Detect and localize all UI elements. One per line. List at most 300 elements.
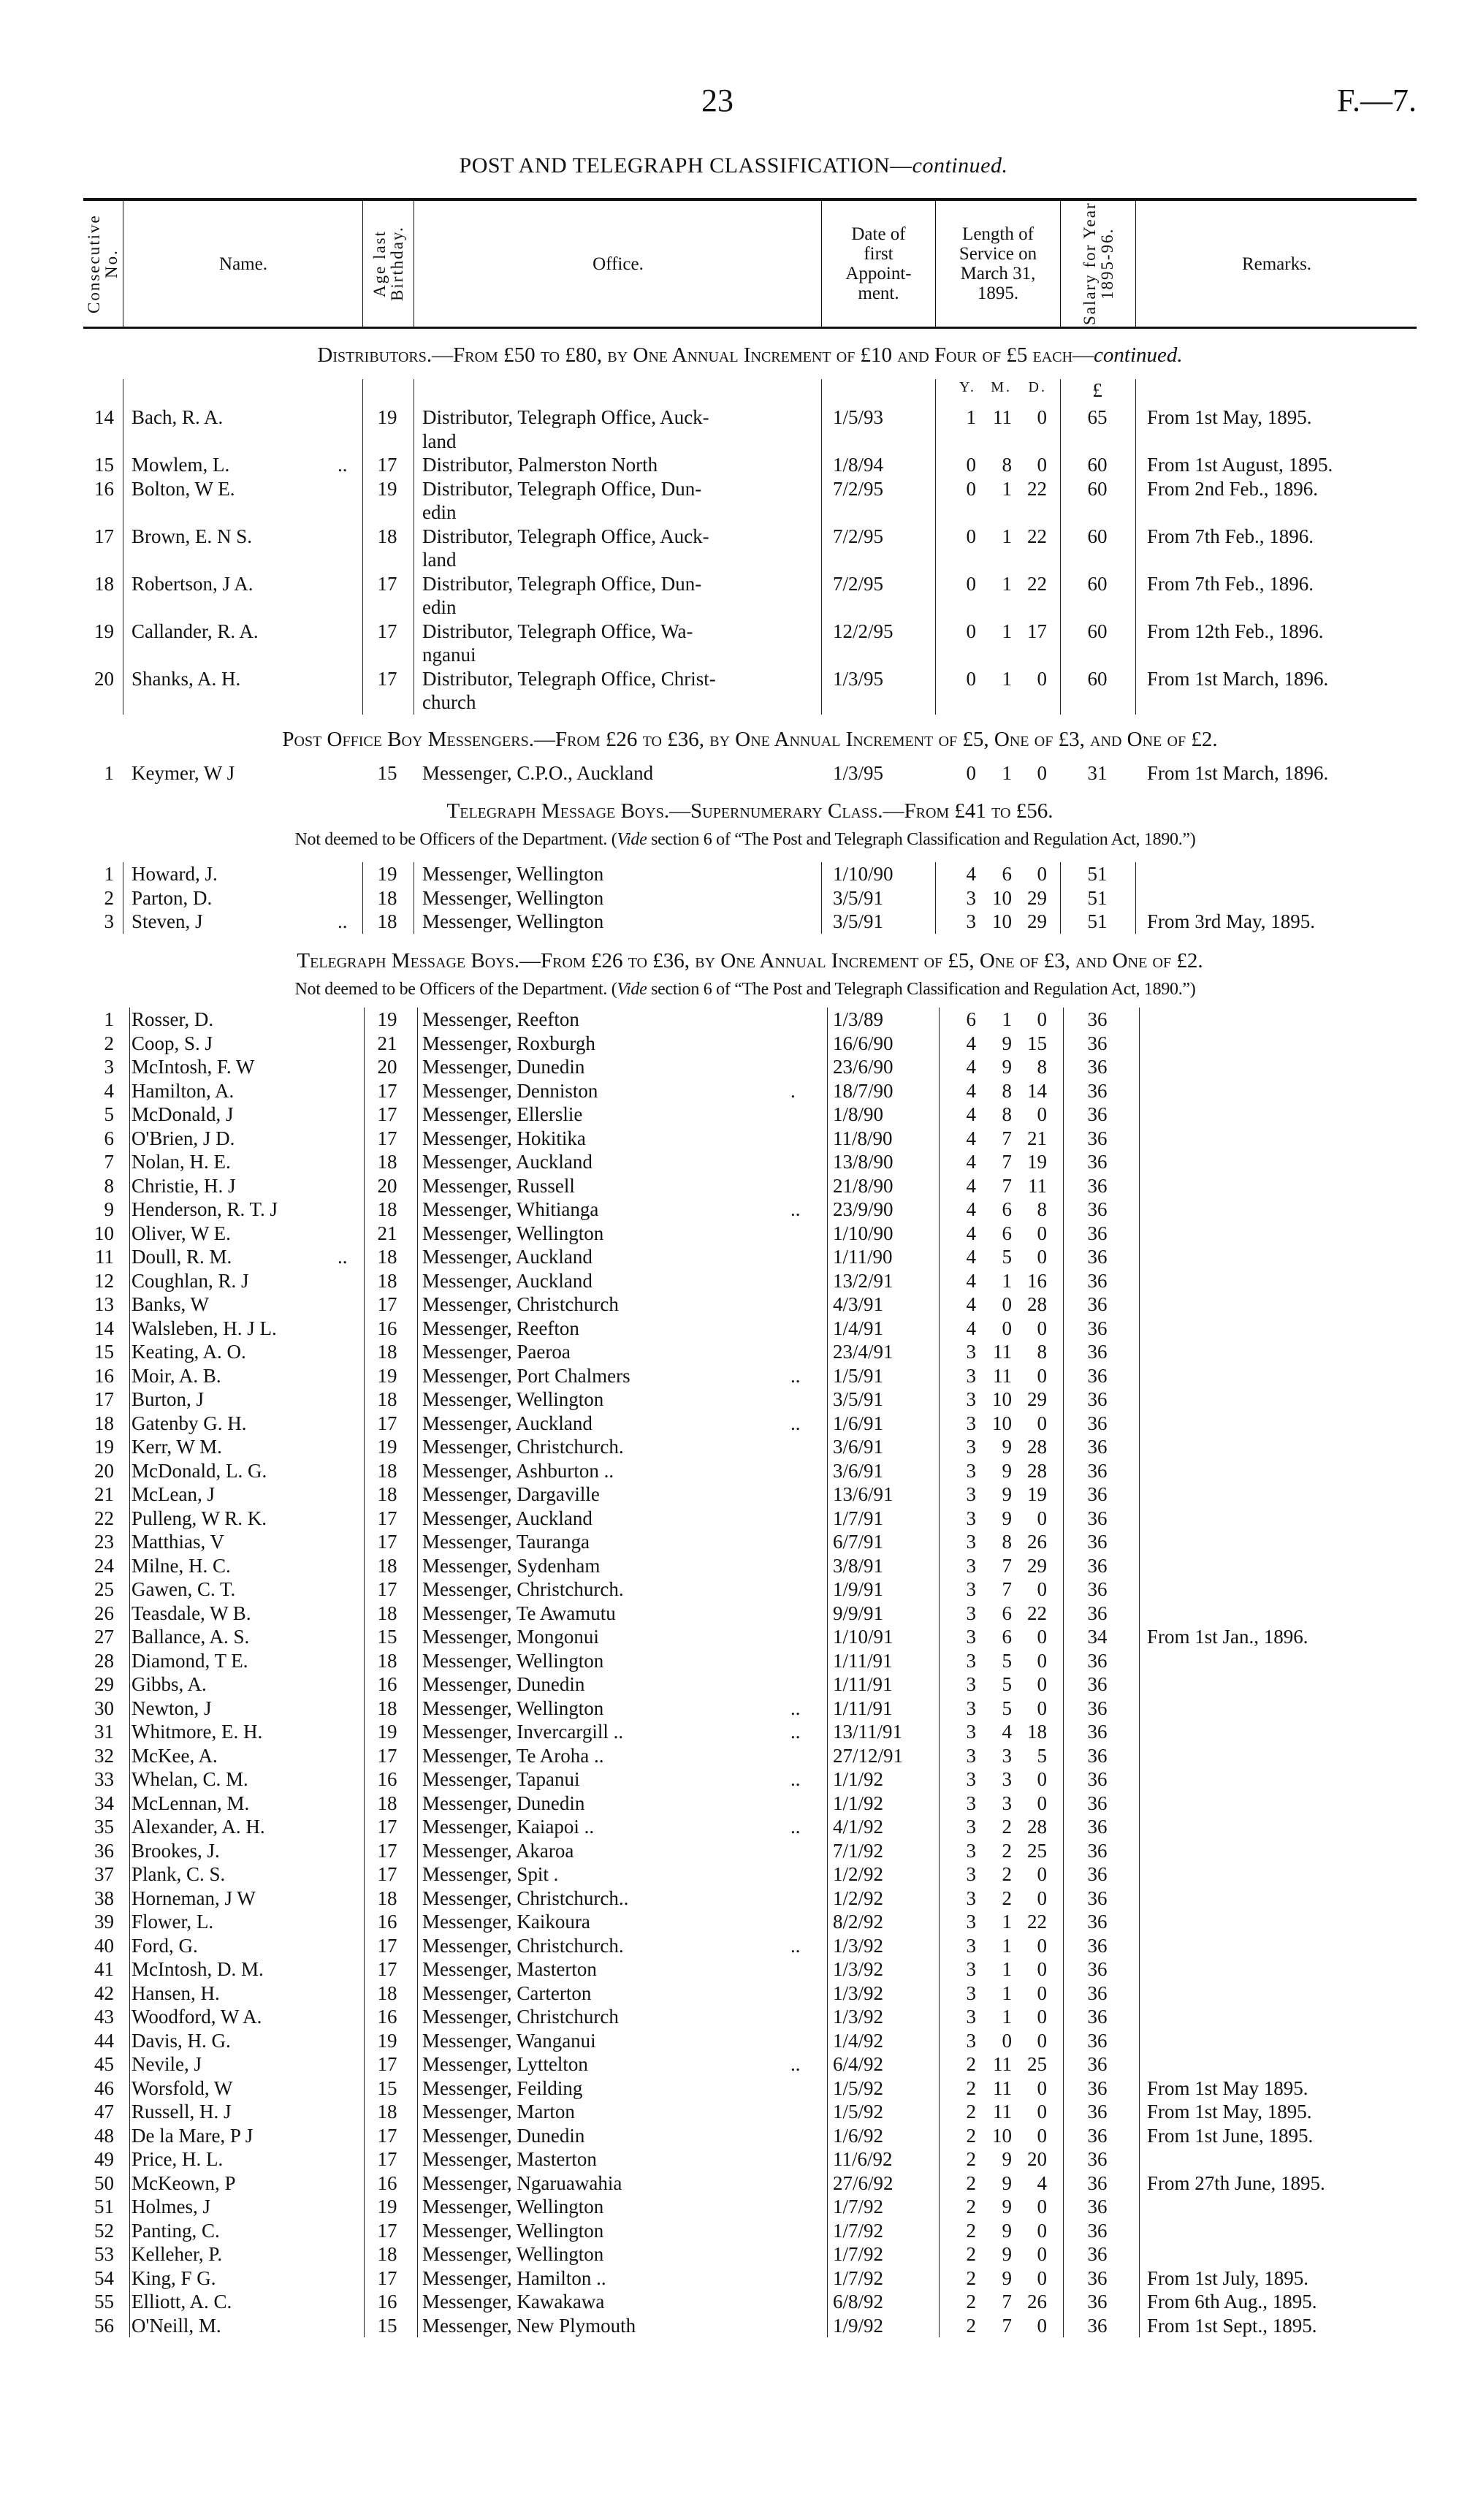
row-office: Messenger, Tauranga (422, 1531, 590, 1553)
row-date: 6/8/92 (833, 2291, 884, 2312)
row-service-days: 8 (1037, 1198, 1047, 1220)
row-service-days: 28 (1027, 1459, 1047, 1482)
column-header-name: Name. (123, 201, 363, 327)
row-age: 17 (377, 1507, 397, 1529)
unit-label: Y. (959, 379, 976, 395)
row-age: 17 (377, 667, 397, 690)
row-service-months: 4 (1002, 1721, 1012, 1743)
row-age: 18 (377, 1269, 397, 1292)
table-row (0, 1032, 1467, 1056)
row-office: Messenger, Kaiapoi .. (422, 1816, 595, 1838)
table-row (0, 667, 1467, 715)
table-row (0, 2147, 1467, 2171)
row-number: 51 (94, 2196, 114, 2218)
row-remarks: From 27th June, 1895. (1147, 2171, 1325, 2194)
row-service-years: 0 (966, 525, 976, 547)
row-service-days: 0 (1037, 1412, 1047, 1434)
row-date: 1/1/92 (833, 1792, 884, 1814)
row-name: Keating, A. O. (132, 1341, 246, 1363)
row-name: McKeown, P (132, 2171, 236, 2194)
row-date: 23/6/90 (833, 1056, 893, 1078)
row-number: 36 (94, 1839, 114, 1862)
row-name: Matthias, V (132, 1531, 224, 1553)
table-row (0, 1103, 1467, 1127)
row-service-months: 6 (1002, 863, 1012, 885)
row-service-years: 3 (966, 1341, 976, 1363)
row-service-years: 2 (966, 2076, 976, 2099)
row-service-months: 1 (1002, 1982, 1012, 2004)
row-number: 54 (94, 2266, 114, 2289)
row-service-years: 3 (966, 1982, 976, 2004)
row-office: Messenger, Kawakawa (422, 2291, 605, 2312)
row-salary: 36 (1087, 1103, 1108, 1125)
row-date: 1/5/92 (833, 2101, 884, 2123)
row-salary: 36 (1087, 1436, 1108, 1458)
row-number: 23 (94, 1531, 114, 1553)
row-age: 17 (377, 1863, 397, 1885)
row-office: Messenger, Dunedin (422, 1673, 585, 1695)
row-service-years: 0 (966, 572, 976, 595)
row-service-days: 0 (1037, 2101, 1047, 2123)
row-date: 1/3/92 (833, 1982, 884, 2004)
row-number: 1 (104, 762, 114, 784)
row-service-days: 19 (1027, 1483, 1047, 1505)
row-date: 1/9/92 (833, 2314, 884, 2337)
row-salary: 36 (1087, 2124, 1108, 2147)
row-date: 8/2/92 (833, 1911, 884, 1933)
row-number: 40 (94, 1934, 114, 1957)
section-heading-text: —From £50 to £80, by One Annual Increment of £10 and Four of £5 each— (432, 343, 1094, 367)
table-row (0, 1079, 1467, 1103)
column-rule (364, 1008, 365, 2337)
column-header-office: Office. (414, 201, 822, 327)
row-service-years: 2 (966, 2148, 976, 2170)
note-vide: Vide (617, 830, 647, 849)
row-age: 19 (377, 2029, 397, 2052)
row-age: 18 (377, 1151, 397, 1173)
row-service-months: 1 (1002, 2006, 1012, 2028)
row-service-months: 0 (1002, 1293, 1012, 1315)
row-office: Messenger, Lyttelton (422, 2053, 588, 2075)
row-age: 20 (377, 1056, 397, 1078)
row-remarks: From 1st March, 1896. (1147, 762, 1329, 784)
row-salary: 36 (1087, 2006, 1108, 2028)
row-service-years: 3 (966, 1768, 976, 1790)
row-service-years: 3 (966, 886, 976, 909)
row-office: Messenger, Paeroa (422, 1341, 571, 1363)
row-name: Hamilton, A. (132, 1079, 235, 1102)
row-number: 29 (94, 1673, 114, 1695)
name-leader-dots: .. (338, 910, 348, 932)
row-office: Messenger, Christchurch. (422, 1934, 624, 1957)
row-office: Messenger, Wellington (422, 886, 604, 909)
note-text: Not deemed to be Officers of the Department. ( (294, 830, 617, 849)
row-service-days: 0 (1037, 2006, 1047, 2028)
row-number: 18 (94, 572, 114, 595)
row-service-months: 3 (1002, 1768, 1012, 1790)
row-office: Messenger, Ngaruawahia (422, 2171, 622, 2194)
name-leader-dots: .. (338, 1246, 348, 1268)
table-row (0, 1982, 1467, 2006)
section-heading-text: —From £41 to £56. (883, 799, 1053, 823)
table-row (0, 406, 1467, 453)
row-service-months: 10 (992, 910, 1012, 932)
row-number: 52 (94, 2219, 114, 2242)
row-number: 20 (94, 667, 114, 690)
row-salary: 65 (1087, 406, 1108, 428)
row-remarks: From 1st May, 1895. (1147, 406, 1312, 428)
row-date: 13/11/91 (833, 1721, 903, 1743)
column-rule (1135, 379, 1136, 715)
row-name: Davis, H. G. (132, 2029, 231, 2052)
row-salary: 36 (1087, 1839, 1108, 1862)
row-date: 1/3/89 (833, 1008, 884, 1030)
row-service-months: 1 (1002, 1958, 1012, 1980)
row-service-days: 0 (1037, 406, 1047, 428)
table-row (0, 1649, 1467, 1673)
title-italic: continued. (912, 153, 1008, 178)
row-date: 7/2/95 (833, 525, 884, 547)
row-salary: 36 (1087, 1341, 1108, 1363)
row-date: 6/4/92 (833, 2053, 884, 2075)
row-service-days: 0 (1037, 2076, 1047, 2099)
row-service-months: 6 (1002, 1198, 1012, 1220)
row-service-months: 1 (1002, 667, 1012, 690)
row-date: 1/4/91 (833, 1317, 884, 1339)
row-name: Keymer, W J (132, 762, 235, 784)
row-office: Messenger, Russell (422, 1174, 575, 1197)
office-leader-dots: .. (790, 1697, 801, 1719)
row-office: Messenger, Te Aroha .. (422, 1744, 604, 1767)
table-row (0, 620, 1467, 667)
row-salary: 31 (1087, 762, 1108, 784)
row-date: 12/2/95 (833, 620, 893, 642)
row-name: Ballance, A. S. (132, 1626, 250, 1648)
row-number: 26 (94, 1602, 114, 1624)
row-service-months: 11 (993, 2076, 1012, 2099)
table-row (0, 1317, 1467, 1341)
row-salary: 36 (1087, 1697, 1108, 1719)
row-date: 7/1/92 (833, 1839, 884, 1862)
row-number: 42 (94, 1982, 114, 2004)
section-rows-distributors (0, 406, 1467, 715)
row-service-days: 0 (1037, 2029, 1047, 2052)
row-age: 16 (377, 1768, 397, 1790)
row-age: 17 (377, 1816, 397, 1838)
row-name: Diamond, T E. (132, 1649, 248, 1672)
column-rule (935, 862, 936, 934)
row-salary: 36 (1087, 1222, 1108, 1244)
table-row (0, 1245, 1467, 1269)
row-service-days: 0 (1037, 454, 1047, 476)
row-age: 15 (377, 2314, 397, 2337)
row-number: 1 (104, 1008, 114, 1030)
row-office: Messenger, Kaikoura (422, 1911, 590, 1933)
row-service-years: 3 (966, 910, 976, 932)
row-service-days: 0 (1037, 1768, 1047, 1790)
row-date: 1/7/91 (833, 1507, 884, 1529)
row-office: Messenger, Christchurch (422, 1293, 619, 1315)
row-office: Distributor, Palmerston North (422, 454, 658, 476)
column-header-length: Length of Service on March 31, 1895. (935, 201, 1060, 327)
row-salary: 36 (1087, 2101, 1108, 2123)
row-service-months: 0 (1002, 1317, 1012, 1339)
row-service-months: 9 (1002, 1436, 1012, 1458)
row-salary: 36 (1087, 2291, 1108, 2312)
office-leader-dots: .. (790, 2053, 801, 2075)
row-service-months: 9 (1002, 1032, 1012, 1054)
row-name: Moir, A. B. (132, 1364, 221, 1387)
row-age: 15 (377, 1626, 397, 1648)
row-name: McDonald, J (132, 1103, 234, 1125)
row-office: Messenger, New Plymouth (422, 2314, 636, 2337)
row-date: 13/8/90 (833, 1151, 893, 1173)
row-service-months: 1 (1002, 1911, 1012, 1933)
row-date: 1/8/94 (833, 454, 884, 476)
row-salary: 36 (1087, 1008, 1108, 1030)
row-date: 1/3/95 (833, 762, 884, 784)
row-date: 3/5/91 (833, 1388, 884, 1410)
row-service-days: 0 (1037, 1364, 1047, 1387)
row-service-days: 16 (1027, 1269, 1047, 1292)
row-office: Messenger, Christchurch. (422, 1436, 624, 1458)
column-rule (939, 1008, 940, 2337)
row-service-months: 1 (1002, 1934, 1012, 1957)
row-salary: 36 (1087, 1459, 1108, 1482)
row-service-months: 2 (1002, 1887, 1012, 1909)
row-service-months: 6 (1002, 1626, 1012, 1648)
row-age: 18 (377, 2243, 397, 2265)
row-remarks: From 1st August, 1895. (1147, 454, 1333, 476)
row-age: 19 (377, 2196, 397, 2218)
row-service-years: 2 (966, 2243, 976, 2265)
row-service-months: 9 (1002, 1483, 1012, 1505)
row-name: King, F G. (132, 2266, 216, 2289)
row-service-days: 22 (1027, 1602, 1047, 1624)
row-remarks: From 1st March, 1896. (1147, 667, 1329, 690)
row-service-years: 3 (966, 1626, 976, 1648)
row-office: Messenger, Dunedin (422, 1056, 585, 1078)
row-office: Messenger, Ashburton .. (422, 1459, 614, 1482)
row-date: 1/2/92 (833, 1863, 884, 1885)
row-service-days: 0 (1037, 1958, 1047, 1980)
row-office: Messenger, Tapanui (422, 1768, 580, 1790)
row-name: Rosser, D. (132, 1008, 214, 1030)
row-date: 1/7/92 (833, 2196, 884, 2218)
row-date: 3/5/91 (833, 886, 884, 909)
row-service-months: 9 (1002, 2266, 1012, 2289)
row-number: 17 (94, 525, 114, 547)
row-date: 1/11/91 (833, 1649, 893, 1672)
row-number: 50 (94, 2171, 114, 2194)
row-service-days: 19 (1027, 1151, 1047, 1173)
row-age: 17 (377, 1079, 397, 1102)
row-name: Bach, R. A. (132, 406, 224, 428)
row-number: 22 (94, 1507, 114, 1529)
row-name: McIntosh, D. M. (132, 1958, 264, 1980)
row-name: Milne, H. C. (132, 1554, 231, 1577)
table-row (0, 1554, 1467, 1578)
row-service-days: 21 (1027, 1127, 1047, 1149)
row-service-months: 11 (993, 1341, 1012, 1363)
row-name: Holmes, J (132, 2196, 210, 2218)
row-number: 48 (94, 2124, 114, 2147)
section-heading-italic: continued. (1094, 343, 1183, 367)
row-service-months: 7 (1002, 1578, 1012, 1600)
row-service-days: 0 (1037, 667, 1047, 690)
row-date: 1/5/92 (833, 2076, 884, 2099)
row-service-days: 0 (1037, 1008, 1047, 1030)
section-rows-telegraph-message-boys (0, 1008, 1467, 2337)
row-salary: 36 (1087, 1578, 1108, 1600)
row-office: Messenger, C.P.O., Auckland (422, 762, 654, 784)
row-name: Teasdale, W B. (132, 1602, 251, 1624)
row-service-years: 2 (966, 2291, 976, 2312)
row-date: 1/6/92 (833, 2124, 884, 2147)
row-office: Messenger, Hokitika (422, 1127, 586, 1149)
row-service-days: 22 (1027, 477, 1047, 500)
row-salary: 60 (1087, 454, 1108, 476)
row-service-months: 7 (1002, 1554, 1012, 1577)
unit-pound: £ (1092, 379, 1102, 401)
column-rule (1139, 1008, 1140, 2337)
row-number: 49 (94, 2148, 114, 2170)
row-service-days: 0 (1037, 1649, 1047, 1672)
row-service-days: 0 (1037, 1317, 1047, 1339)
row-number: 21 (94, 1483, 114, 1505)
row-name: Plank, C. S. (132, 1863, 226, 1885)
row-number: 27 (94, 1626, 114, 1648)
row-salary: 36 (1087, 1744, 1108, 1767)
row-number: 34 (94, 1792, 114, 1814)
row-service-days: 0 (1037, 1103, 1047, 1125)
row-service-years: 3 (966, 1911, 976, 1933)
row-salary: 36 (1087, 1198, 1108, 1220)
row-service-months: 10 (992, 2124, 1012, 2147)
table-row (0, 1507, 1467, 1531)
row-service-years: 4 (966, 1056, 976, 1078)
row-salary: 36 (1087, 2219, 1108, 2242)
row-service-months: 3 (1002, 1744, 1012, 1767)
table-row (0, 2290, 1467, 2314)
row-service-days: 0 (1037, 2124, 1047, 2147)
row-date: 11/6/92 (833, 2148, 893, 2170)
row-salary: 36 (1087, 1056, 1108, 1078)
row-service-months: 2 (1002, 1816, 1012, 1838)
row-age: 21 (377, 1222, 397, 1244)
office-leader-dots: . (790, 1079, 796, 1102)
row-date: 13/2/91 (833, 1269, 893, 1292)
row-office: Messenger, Wellington (422, 1649, 604, 1672)
row-service-years: 4 (966, 1269, 976, 1292)
row-number: 9 (104, 1198, 114, 1220)
row-service-years: 3 (966, 1887, 976, 1909)
row-name: Howard, J. (132, 863, 218, 885)
row-salary: 51 (1087, 910, 1108, 932)
row-age: 17 (377, 2053, 397, 2075)
table-row (0, 1174, 1467, 1198)
row-age: 16 (377, 2291, 397, 2312)
row-service-months: 10 (992, 1388, 1012, 1410)
row-service-months: 6 (1002, 1222, 1012, 1244)
row-salary: 34 (1087, 1626, 1108, 1648)
table-row (0, 1127, 1467, 1151)
row-name: Burton, J (132, 1388, 205, 1410)
row-age: 16 (377, 1317, 397, 1339)
row-service-days: 0 (1037, 863, 1047, 885)
row-service-months: 1 (1002, 572, 1012, 595)
row-service-days: 29 (1027, 1388, 1047, 1410)
row-remarks: From 6th Aug., 1895. (1147, 2291, 1317, 2312)
row-age: 17 (377, 2266, 397, 2289)
row-number: 41 (94, 1958, 114, 1980)
row-number: 30 (94, 1697, 114, 1719)
row-name: Shanks, A. H. (132, 667, 241, 690)
section-heading-telegraph-message-boys (83, 949, 1417, 973)
section-heading-lead: Telegraph Message Boys.—Supernumerary Class. (446, 799, 883, 823)
row-name: Woodford, W A. (132, 2006, 262, 2028)
row-service-days: 8 (1037, 1341, 1047, 1363)
row-age: 19 (377, 863, 397, 885)
row-date: 7/2/95 (833, 477, 884, 500)
row-number: 15 (94, 1341, 114, 1363)
row-service-years: 3 (966, 2006, 976, 2028)
table-row (0, 1482, 1467, 1507)
row-remarks: From 2nd Feb., 1896. (1147, 477, 1319, 500)
row-service-years: 3 (966, 1531, 976, 1553)
row-date: 1/5/93 (833, 406, 884, 428)
row-number: 47 (94, 2101, 114, 2123)
office-leader-dots: .. (790, 1768, 801, 1790)
table-row (0, 1530, 1467, 1554)
row-service-years: 4 (966, 1293, 976, 1315)
row-age: 17 (377, 1293, 397, 1315)
row-service-days: 0 (1037, 1697, 1047, 1719)
section-heading-lead: Post Office Boy Messengers. (282, 728, 534, 751)
section-heading-post-office-boy-messengers (83, 728, 1417, 752)
row-number: 13 (94, 1293, 114, 1315)
row-office: Distributor, Telegraph Office, Dun- edin (422, 477, 702, 523)
row-date: 27/6/92 (833, 2171, 893, 2194)
row-age: 17 (377, 1103, 397, 1125)
row-salary: 36 (1087, 1887, 1108, 1909)
row-service-years: 4 (966, 1198, 976, 1220)
row-service-months: 8 (1002, 454, 1012, 476)
row-date: 27/12/91 (833, 1744, 904, 1767)
row-age: 17 (377, 1744, 397, 1767)
row-name: McDonald, L. G. (132, 1459, 267, 1482)
table-row (0, 1862, 1467, 1887)
row-number: 6 (104, 1127, 114, 1149)
column-rule (935, 379, 936, 715)
row-date: 1/11/90 (833, 1246, 893, 1268)
row-service-months: 5 (1002, 1649, 1012, 1672)
row-remarks: From 1st Jan., 1896. (1147, 1626, 1308, 1648)
table-row (0, 1672, 1467, 1697)
row-number: 17 (94, 1388, 114, 1410)
row-name: Newton, J (132, 1697, 212, 1719)
row-service-days: 14 (1027, 1079, 1047, 1102)
row-salary: 36 (1087, 1174, 1108, 1197)
row-office: Messenger, Wellington (422, 1222, 604, 1244)
row-service-years: 0 (966, 454, 976, 476)
row-number: 46 (94, 2076, 114, 2099)
row-age: 16 (377, 1673, 397, 1695)
row-salary: 36 (1087, 1269, 1108, 1292)
row-age: 15 (377, 2076, 397, 2099)
row-service-months: 3 (1002, 1792, 1012, 1814)
row-number: 19 (94, 620, 114, 642)
